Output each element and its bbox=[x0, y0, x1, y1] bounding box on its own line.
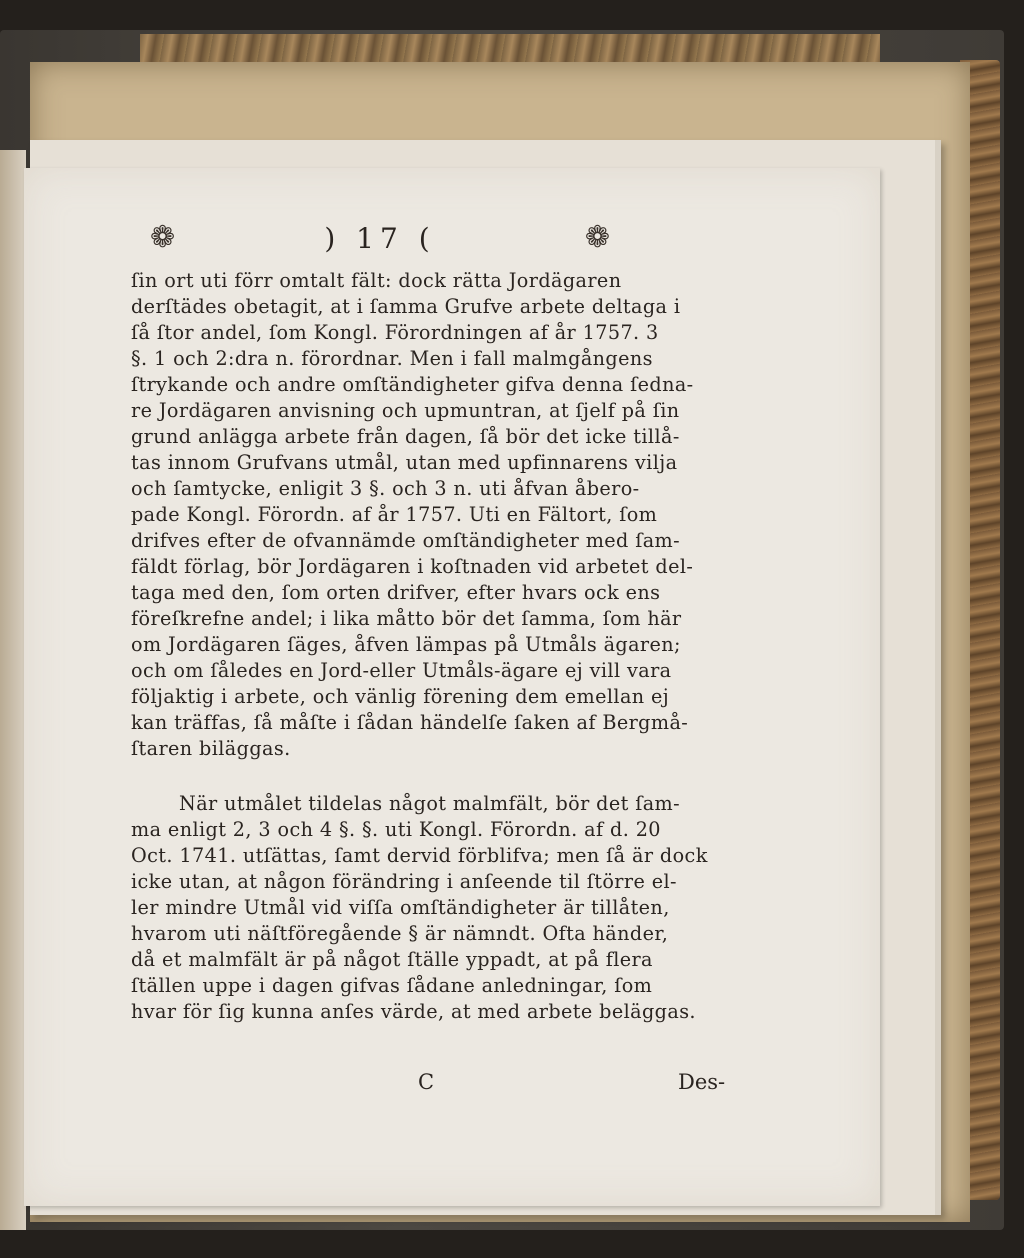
text-line: drifves efter de ofvannämde omſtändigheter med ſam- bbox=[131, 529, 681, 552]
text-line: och om ſåledes en Jord-eller Utmåls-ägare ej vill vara bbox=[131, 659, 672, 682]
text-line: föreſkrefne andel; i lika måtto bör det ſamma, ſom här bbox=[131, 607, 682, 630]
text-line: ſin ort uti förr omtalt fält: dock rätta Jordägaren bbox=[131, 269, 622, 292]
text-line: När utmålet tildelas något malmfält, bör det ſam- bbox=[179, 792, 681, 815]
text-line: derſtädes obetagit, at i ſamma Grufve arbete deltaga i bbox=[131, 295, 681, 318]
running-header bbox=[150, 218, 610, 258]
text-line: taga med den, ſom orten drifver, efter hvars ock ens bbox=[131, 581, 661, 604]
facing-page-edge bbox=[0, 150, 26, 1230]
text-line: re Jordägaren anvisning och upmuntran, at ſjelf på ſin bbox=[131, 399, 680, 422]
text-line: om Jordägaren ſäges, åfven lämpas på Utmåls ägaren; bbox=[131, 633, 681, 656]
page-number: ) 17 ( bbox=[324, 221, 436, 255]
text-line: ſtaren biläggas. bbox=[131, 737, 291, 760]
catchword: Des- bbox=[678, 1070, 726, 1094]
text-line: pade Kongl. Förordn. af år 1757. Uti en Fältort, ſom bbox=[131, 503, 658, 526]
text-line: fäldt förlag, bör Jordägaren i koſtnaden vid arbetet del- bbox=[131, 555, 694, 578]
text-line: ma enligt 2, 3 och 4 §. §. uti Kongl. Förordn. af d. 20 bbox=[131, 818, 661, 841]
text-line: ler mindre Utmål vid viſſa omſtändigheter är tillåten, bbox=[131, 896, 670, 919]
text-line: och ſamtycke, enligit 3 §. och 3 n. uti åfvan åbero- bbox=[131, 477, 640, 500]
text-line: grund anlägga arbete från dagen, ſå bör det icke tillå- bbox=[131, 425, 680, 448]
text-line: kan träffas, ſå måſte i ſådan händelſe ſaken af Bergmå- bbox=[131, 711, 689, 734]
text-line: tas innom Grufvans utmål, utan med upfinnarens vilja bbox=[131, 451, 678, 474]
text-line: då et malmfält är på något ſtälle yppadt, at på flera bbox=[131, 948, 653, 971]
signature-mark: C bbox=[418, 1070, 435, 1094]
text-line: ſå ſtor andel, ſom Kongl. Förordningen af år 1757. 3 bbox=[131, 321, 659, 344]
text-line: ſtrykande och andre omſtändigheter gifva denna ſedna- bbox=[131, 373, 694, 396]
text-line: icke utan, at någon förändring i anſeende til ſtörre el- bbox=[131, 870, 677, 893]
text-line: hvar för ſig kunna anſes värde, at med arbete beläggas. bbox=[131, 1000, 696, 1023]
flower-ornament-icon: ❁ bbox=[584, 220, 610, 255]
text-line: följaktig i arbete, och vänlig förening dem emellan ej bbox=[131, 685, 670, 708]
text-line: Oct. 1741. utſättas, ſamt dervid förblifva; men ſå är dock bbox=[131, 844, 708, 867]
text-line: hvarom uti näſtföregående § är nämndt. Ofta händer, bbox=[131, 922, 669, 945]
flower-ornament-icon: ❁ bbox=[150, 220, 176, 255]
text-line: ſtällen uppe i dagen gifvas ſådane anledningar, ſom bbox=[131, 974, 653, 997]
text-line: §. 1 och 2:dra n. förordnar. Men i fall malmgångens bbox=[131, 347, 653, 370]
